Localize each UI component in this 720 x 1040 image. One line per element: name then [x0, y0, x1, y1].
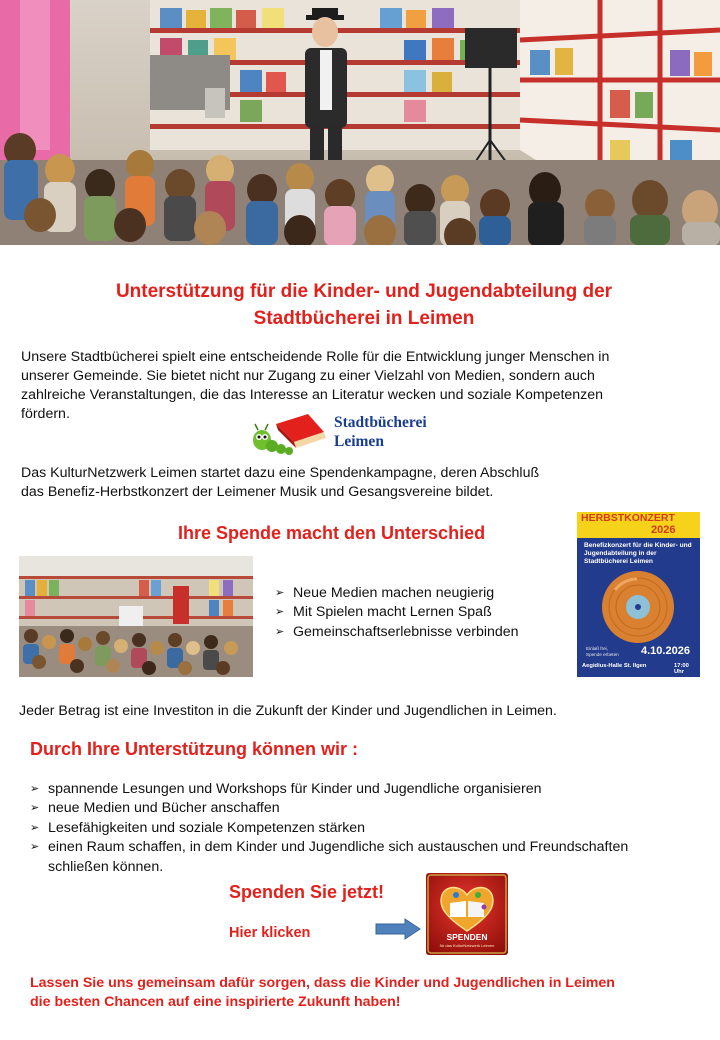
list-item: ➢ Lesefähigkeiten und soziale Kompetenzen stärken: [30, 819, 710, 838]
vinyl-record-icon: [601, 570, 675, 644]
poster-year: 2026: [651, 524, 676, 536]
logo-line-1: Stadtbücherei: [334, 414, 427, 431]
closing-line-1: Lassen Sie uns gemeinsam dafür sorgen, dass die Kinder und Jugendlichen in Leimen: [30, 975, 615, 991]
logo-line-2: Leimen: [334, 433, 384, 450]
poster-description: Benefizkonzert für die Kinder- und Jugendabteilung in der Stadtbücherei Leimen: [584, 542, 692, 565]
cta-heading: Spenden Sie jetzt!: [229, 882, 385, 902]
investment-text: Jeder Betrag ist eine Investiton in die Zukunft der Kinder und Jugendlichen in Leimen.: [19, 703, 557, 719]
bookworm-logo-icon: [250, 412, 334, 456]
click-here-link[interactable]: Hier klicken: [229, 925, 311, 941]
closing-text: [30, 974, 615, 1012]
hero-photo: [0, 0, 720, 245]
campaign-line-1: Das KulturNetzwerk Leimen startet dazu eine Spendenkampagne, deren Abschluß: [21, 465, 540, 481]
donate-button[interactable]: [426, 873, 508, 955]
poster-note-line-1: Einlaß frei,: [586, 646, 608, 651]
concert-poster: [577, 512, 700, 677]
list-item: ➢ neue Medien und Bücher anschaffen: [30, 799, 710, 818]
library-event-illustration: [19, 556, 253, 677]
poster-venue: Aegidius-Halle St. Ilgen: [582, 663, 647, 669]
intro-line-2: unserer Gemeinde. Sie bietet nicht nur Zugang zu einer Vielzahl von Medien, sondern auch: [21, 368, 595, 384]
list-item-text: einen Raum schaffen, in dem Kinder und Jugendliche sich austauschen und Freundschaften: [48, 839, 629, 856]
intro-line-1: Unsere Stadtbücherei spielt eine entscheidende Rolle für die Entwicklung junger Menschen in: [21, 349, 610, 365]
donate-button-sub: für das KulturNetzwerk Leimen: [439, 943, 495, 948]
campaign-line-2: das Benefiz-Herbstkonzert der Leimener Musik und Gesangsvereine bildet.: [21, 484, 494, 500]
poster-note: [586, 646, 636, 657]
library-logo-text: [334, 413, 427, 451]
poster-time: 17:00 Uhr: [674, 663, 689, 675]
support-list: [30, 780, 710, 877]
intro-line-3: zahlreiche Veranstaltungen, die das Interesse an Literatur wecken und soziale Kompetenzen: [21, 387, 604, 403]
list-item: ➢ Neue Medien machen neugierig: [275, 584, 575, 603]
library-event-photo: [19, 556, 253, 677]
page-title: [60, 278, 668, 332]
arrow-right-icon: [375, 918, 421, 940]
poster-note-line-2: Spende erbeten: [586, 651, 619, 657]
donate-button-label: SPENDEN: [446, 932, 488, 942]
support-heading: Durch Ihre Unterstützung können wir :: [30, 739, 359, 759]
difference-list: [275, 584, 575, 642]
hero-photo-illustration: [0, 0, 720, 245]
intro-line-4: fördern.: [21, 406, 70, 422]
page-title-line-2: Stadtbücherei in Leimen: [253, 308, 475, 329]
list-item: ➢ Mit Spielen macht Lernen Spaß: [275, 603, 575, 622]
closing-line-2: die besten Chancen auf eine inspirierte Zukunft haben!: [30, 994, 401, 1010]
poster-date: 4.10.2026: [641, 645, 690, 657]
list-item: [30, 838, 710, 877]
list-item: ➢ spannende Lesungen und Workshops für Kinder und Jugendliche organisieren: [30, 780, 710, 799]
list-item-continuation: schließen können.: [48, 858, 164, 875]
page-title-line-1: Unterstützung für die Kinder- und Jugendabteilung der: [115, 281, 613, 302]
poster-title: HERBSTKONZERT: [581, 512, 675, 524]
difference-heading: Ihre Spende macht den Unterschied: [178, 523, 486, 543]
list-item: ➢ Gemeinschaftserlebnisse verbinden: [275, 623, 575, 642]
campaign-paragraph: [21, 464, 701, 502]
